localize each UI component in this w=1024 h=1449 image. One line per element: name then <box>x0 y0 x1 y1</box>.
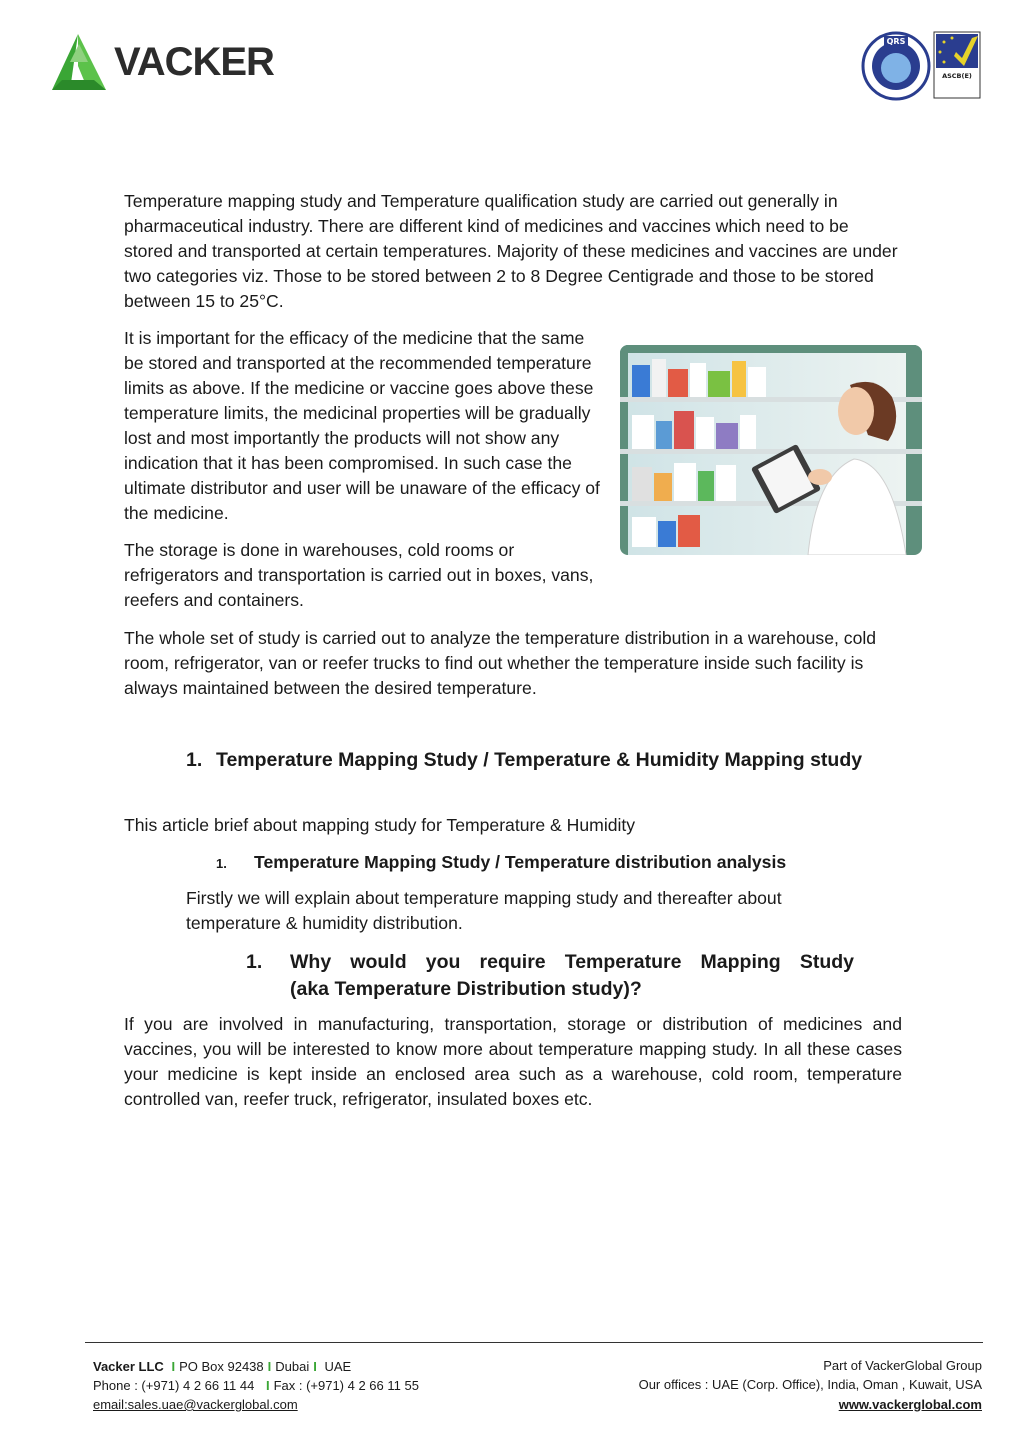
footer-company-name: Vacker LLC <box>93 1359 164 1374</box>
section-heading-2-number: 1. <box>216 856 227 871</box>
certification-badges <box>860 30 984 102</box>
footer-separator: I <box>171 1359 176 1374</box>
explanation-paragraph: Firstly we will explain about temperature mapping study and thereafter about temperature & humidity distribution. <box>186 888 782 933</box>
footer-country: UAE <box>324 1359 352 1374</box>
footer-city: Dubai <box>275 1359 310 1374</box>
why-mapping-paragraph: If you are involved in manufacturing, transportation, storage or distribution of medicines and vaccines, you will be interested to know more about temperature mapping study. In all these cases your medicine is kept inside an enclosed area such as a warehouse, cold room, temperature controlled van, reefer truck, refrigerator, insulated boxes etc. <box>124 1014 902 1109</box>
footer-address-line <box>93 1357 573 1376</box>
vacker-logo-icon <box>48 32 114 96</box>
efficacy-paragraph: It is important for the efficacy of the medicine that the same be stored and transported at the recommended temperature limits as above. If the medicine or vaccine goes above these temperature limits, the medicinal properties will be gradually lost and most importantly the products will not show any indication that it has been compromised. In such case the ultimate distributor and user will be unaware of the efficacy of the medicine. <box>124 328 600 523</box>
storage-paragraph: The storage is done in warehouses, cold rooms or refrigerators and transportation is carried out in boxes, vans, reefers and containers. <box>124 540 594 610</box>
section-heading-1-number: 1. <box>186 749 203 771</box>
footer-divider <box>85 1342 983 1343</box>
vacker-logo <box>48 32 274 96</box>
footer-separator: I <box>313 1359 317 1374</box>
footer-group-text: Part of VackerGlobal Group <box>823 1358 982 1373</box>
pharmacy-shelves-image <box>620 345 922 555</box>
footer-separator: I <box>267 1359 272 1374</box>
footer-offices-text: Our offices : UAE (Corp. Office), India, Oman , Kuwait, USA <box>638 1377 982 1392</box>
pharmacist-photo <box>620 345 922 555</box>
section-heading-3-line-1: Why would you require Temperature Mapping Study <box>290 951 854 973</box>
section-heading-3-line-2: (aka Temperature Distribution study)? <box>290 978 642 1000</box>
section-heading-1-text: Temperature Mapping Study / Temperature & Humidity Mapping study <box>216 749 863 771</box>
study-purpose-paragraph: The whole set of study is carried out to analyze the temperature distribution in a warehouse, cold room, refrigerator, van or reefer trucks to find out whether the temperature inside such facility is always maintained between the desired temperature. <box>124 628 877 698</box>
logo-wordmark: VACKER <box>114 40 274 84</box>
section-heading-3-number: 1. <box>246 951 263 973</box>
footer-fax: Fax : (+971) 4 2 66 11 55 <box>273 1378 419 1393</box>
footer-separator: I <box>265 1378 270 1393</box>
footer-website-link[interactable]: www.vackerglobal.com <box>838 1397 982 1412</box>
svg-text:ASCB(E): ASCB(E) <box>942 72 972 80</box>
certification-seal-icon <box>860 30 984 102</box>
footer-email-link[interactable]: email:sales.uae@vackerglobal.com <box>93 1397 298 1412</box>
footer-phone: Phone : (+971) 4 2 66 11 44 <box>93 1378 255 1393</box>
intro-paragraph: Temperature mapping study and Temperature qualification study are carried out generally in pharmaceutical industry. There are different kind of medicines and vaccines which need to be stored and transported at certain temperatures. Majority of these medicines and vaccines are under two categories viz. Those to be stored between 2 to 8 Degree Centigrade and those to be stored between 15 to 25°C. <box>124 191 898 311</box>
footer-po-box: PO Box 92438 <box>179 1359 264 1374</box>
section-heading-2-text: Temperature Mapping Study / Temperature distribution analysis <box>254 852 787 872</box>
footer-contact-line <box>93 1376 573 1395</box>
svg-text:QRS: QRS <box>886 37 906 46</box>
article-brief-paragraph: This article brief about mapping study for Temperature & Humidity <box>124 815 636 835</box>
